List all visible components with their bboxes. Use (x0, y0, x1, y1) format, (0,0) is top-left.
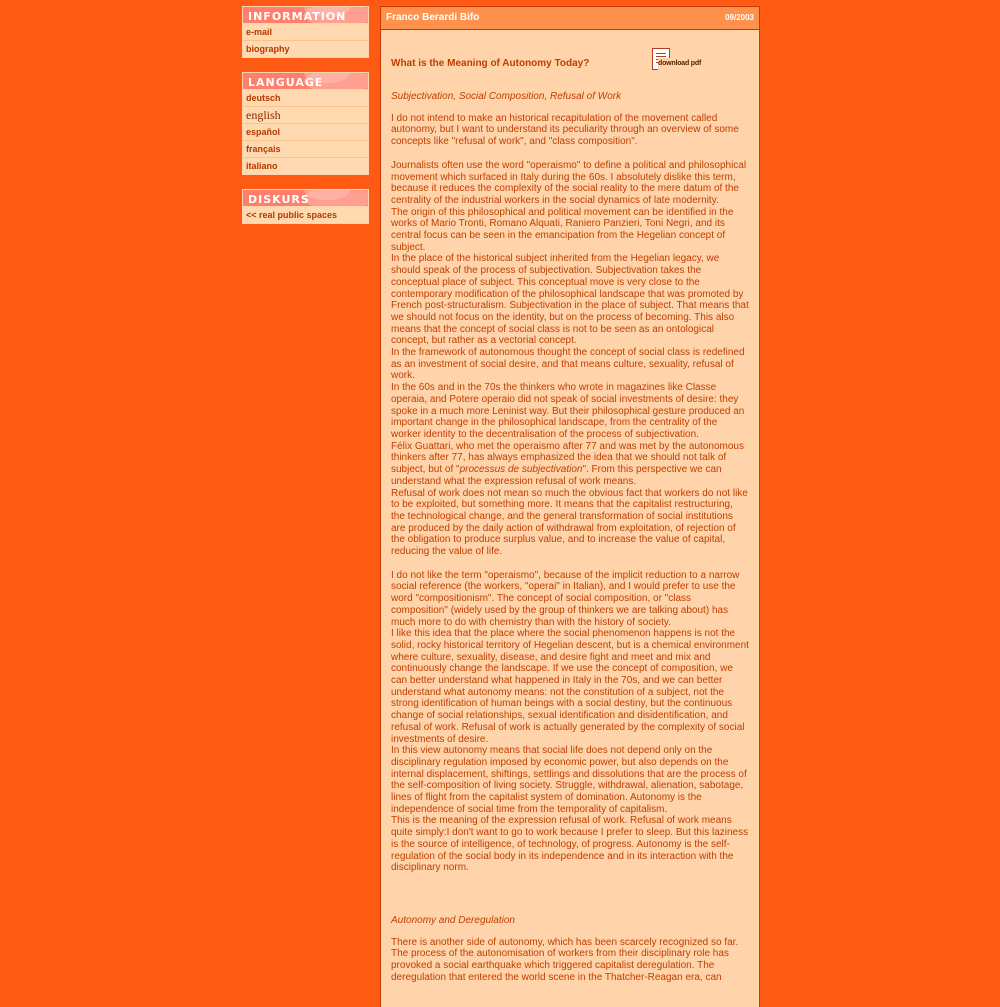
article-panel (380, 6, 760, 1007)
section-subtitle: Autonomy and Deregulation (391, 915, 515, 926)
publication-date: 09/2003 (725, 13, 754, 22)
language-box (242, 72, 369, 175)
paragraph: Journalists often use the word "operaismo" to define a political and philosophical movement which surfaced in Italy during the 60s. I absolutely dislike this term, because it reduces the complexity of the social reality to the mere datum of the centrality of the industrial workers in the social dynamics of late modernity. (391, 159, 747, 206)
article-header (381, 7, 759, 30)
paragraph: I like this idea that the place where the social phenomenon happens is not the solid, rocky historical territory of Hegelian descent, but is a chemical environment where culture, sexuality, disease, and desire fight and meet and mix and continuously change the landscape. If we use the concept of composition, we can better understand what happened in Italy in the 70s, and we can better understand what autonomy means: not the constitution of a subject, not the strong identification of human beings with a social destiny, but the continuous change of social relationships, sexual identification and disidentification, and refusal of work. Refusal of work is actually generated by the complexity of social investments of desire. (391, 628, 749, 745)
language-item-english[interactable]: english (243, 107, 368, 124)
article-content (381, 48, 759, 984)
title-row (391, 48, 749, 78)
article-title: What is the Meaning of Autonomy Today? (391, 58, 590, 69)
diskurs-header (243, 190, 368, 207)
paragraph: In this view autonomy means that social life does not depend only on the disciplinary regulation imposed by economic power, but also depends on the internal displacement, shiftings, settlings and dissolutions that are the process of the self-composition of living society. Struggle, withdrawal, alienation, sabotage, lines of flight from the capitalist system of domination. Autonomy is the independence of social time from the temporality of capitalism. (391, 745, 747, 815)
article-subtitle: Subjectivation, Social Composition, Refusal of Work (391, 91, 622, 102)
author-name: Franco Berardi Bifo (386, 12, 480, 23)
language-item-italiano[interactable]: italiano (243, 158, 368, 174)
diskurs-box (242, 189, 369, 224)
information-header (243, 7, 368, 24)
language-title: LANGUAGE (248, 76, 324, 89)
emphasized-term: processus de subjectivation (459, 464, 583, 476)
paragraph (391, 441, 749, 488)
paragraph: There is another side of autonomy, which has been scarcely recognized so far. The process of the autonomisation of workers from their disciplinary role has provoked a social earthquake which triggered capitalist deregulation. The deregulation that entered the world scene in the Thatcher-Reagan era, can (391, 936, 739, 983)
information-title: INFORMATION (248, 10, 347, 23)
diskurs-title: DISKURS (248, 193, 310, 206)
information-box (242, 6, 369, 58)
paragraph: The origin of this philosophical and political movement can be identified in the works of Mario Tronti, Romano Alquati, Raniero Panzieri, Toni Negri, and its central focus can be seen in the emancipation from the Hegelian concept of subject. (391, 206, 734, 253)
paragraph: In the framework of autonomous thought the concept of social class is redefined as an investment of social desire, and that means culture, sexuality, refusal of work. (391, 347, 745, 382)
nav-item-biography[interactable]: biography (243, 41, 368, 57)
paragraph: In the place of the historical subject inherited from the Hegelian legacy, we should speak of the process of subjectivation. Subjectivation takes the conceptual place of subject. This conceptual move is very close to the contemporary modification of the philosophical landscape that was promoted by French post-structuralism. Subjectivation in the place of subject. That means that we should not focus on the identity, but on the process of becoming. This also means that the concept of social class is not to be seen as an ontological concept, but rather as a vectorial concept. (391, 253, 749, 347)
language-item-francais[interactable]: français (243, 141, 368, 158)
paragraph: This is the meaning of the expression refusal of work. Refusal of work means quite simply:I don't want to go to work because I prefer to sleep. But this laziness is the source of intelligence, of technology, of progress. Autonomy is the self-regulation of the social body in its independence and in its interaction with the disciplinary norm. (391, 815, 749, 874)
paragraph: Refusal of work does not mean so much the obvious fact that workers do not like to be exploited, but something more. It means that the capitalist restructuring, the technological change, and the general transformation of social institutions are produced by the daily action of withdrawal from exploitation, of rejection of the obligation to produce surplus value, and to increase the value of capital, reducing the value of life. (391, 487, 748, 558)
download-pdf-button[interactable] (652, 48, 712, 72)
language-item-deutsch[interactable]: deutsch (243, 90, 368, 107)
paragraph: I do not intend to make an historical recapitulation of the movement called autonomy, but I want to understand its peculiarity through an overview of some concepts like "refusal of work", and "class composition". (391, 112, 739, 148)
left-navigation (242, 6, 369, 238)
paragraph: I do not like the term "operaismo", because of the implicit reduction to a narrow social reference (the workers, "operai" in Italian), and I would prefer to use the word "compositionism". The concept of social composition, or "class composition" (widely used by the group of thinkers we are talking about) has much more to do with chemistry than with the history of society. (391, 569, 740, 628)
paragraph-text: Félix Guattari, who met the operaismo after 77 and was met by the autonomous thinkers after 77, has always emphasized the idea that we should not talk of subject, but of " (391, 440, 744, 476)
language-item-espanol[interactable]: español (243, 124, 368, 141)
paragraph-text: ". From this perspective we can understand what the expression refusal of work means. (391, 464, 722, 487)
download-pdf-label: download pdf (658, 58, 701, 70)
language-header (243, 73, 368, 90)
nav-item-email[interactable]: e-mail (243, 24, 368, 41)
back-link-real-public-spaces[interactable]: << real public spaces (243, 207, 368, 223)
paragraph: In the 60s and in the 70s the thinkers who wrote in magazines like Classe operaia, and Potere operaio did not speak of social investments of desire: they spoke in a much more Leninist way. But their philosophical gesture produced an important change in the philosophical landscape, from the centrality of the worker identity to the decentralisation of the process of subjectivation. (391, 382, 745, 440)
